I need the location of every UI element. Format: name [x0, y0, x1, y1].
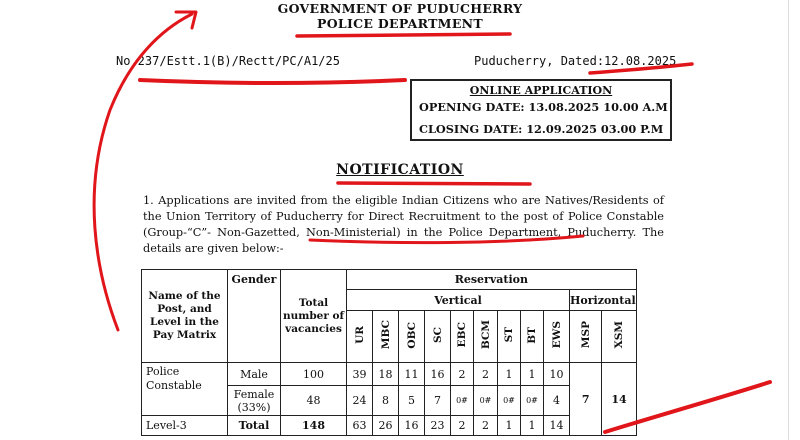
- value-cell: 18: [373, 363, 399, 386]
- gender-cell: Male: [228, 363, 281, 386]
- value-cell: 2: [474, 363, 498, 386]
- value-cell: 1: [521, 416, 544, 436]
- col-sc: SC: [425, 311, 451, 363]
- value-cell: 2: [474, 416, 498, 436]
- col-ur: UR: [347, 311, 373, 363]
- col-bcm: BCM: [474, 311, 498, 363]
- value-cell: 10: [544, 363, 570, 386]
- stroke-table-right: [605, 382, 770, 432]
- value-cell: 1: [498, 416, 521, 436]
- value-cell: 0#: [474, 386, 498, 416]
- value-cell: 26: [373, 416, 399, 436]
- underline-reference: [140, 80, 405, 83]
- value-cell: 4: [544, 386, 570, 416]
- value-cell: 39: [347, 363, 373, 386]
- underline-notification: [338, 183, 530, 184]
- gender-cell: Total: [228, 416, 281, 436]
- value-cell: 63: [347, 416, 373, 436]
- total-cell: 100: [281, 363, 347, 386]
- col-obc: OBC: [399, 311, 425, 363]
- value-cell: 23: [425, 416, 451, 436]
- value-cell: 8: [373, 386, 399, 416]
- header-total-vacancies: Total number of vacancies: [281, 270, 347, 363]
- header-government: GOVERNMENT OF PUDUCHERRY: [277, 1, 523, 16]
- value-cell: 5: [399, 386, 425, 416]
- col-bt: BT: [521, 311, 544, 363]
- value-cell: 2: [451, 363, 474, 386]
- opening-date: OPENING DATE: 13.08.2025 10.00 A.M: [419, 100, 668, 114]
- col-st: ST: [498, 311, 521, 363]
- gender-cell: Female (33%): [228, 386, 281, 416]
- value-cell: 2: [451, 416, 474, 436]
- value-cell: 0#: [498, 386, 521, 416]
- reference-number: No.237/Estt.1(B)/Rectt/PC/A1/25: [116, 54, 340, 68]
- value-cell: 14: [544, 416, 570, 436]
- value-cell: 24: [347, 386, 373, 416]
- notification-text: 1. Applications are invited from the eligible Indian Citizens who are Natives/Residents of the Union Territory of Puducherry for Direct Recruitment to the post of Police Constable (Group-“C”- Non-Gazetted, Non-Ministerial) in the Police Department, Puducherry. The details are given below:-: [143, 194, 664, 255]
- xsm-value: 14: [602, 363, 636, 436]
- col-ebc: EBC: [451, 311, 474, 363]
- notification-title: NOTIFICATION: [336, 162, 464, 178]
- col-ews: EWS: [544, 311, 570, 363]
- value-cell: 0#: [451, 386, 474, 416]
- value-cell: 16: [425, 363, 451, 386]
- msp-value: 7: [570, 363, 602, 436]
- header-horizontal: Horizontal: [570, 290, 637, 311]
- underline-group: [310, 236, 583, 243]
- col-msp: MSP: [570, 311, 602, 363]
- post-name-cell: Police Constable: [142, 363, 228, 416]
- header-department: POLICE DEPARTMENT: [317, 16, 483, 31]
- value-cell: 0#: [521, 386, 544, 416]
- value-cell: 11: [399, 363, 425, 386]
- header-reservation: Reservation: [347, 270, 637, 290]
- value-cell: 16: [399, 416, 425, 436]
- header-post-name: Name of the Post, and Level in the Pay Matrix: [142, 270, 228, 363]
- header-vertical: Vertical: [347, 290, 570, 311]
- col-mbc: MBC: [373, 311, 399, 363]
- value-cell: 1: [498, 363, 521, 386]
- value-cell: 7: [425, 386, 451, 416]
- arrow-curve: [94, 14, 192, 330]
- reference-date: Puducherry, Dated:12.08.2025: [474, 54, 677, 68]
- value-cell: 1: [521, 363, 544, 386]
- online-application-title: ONLINE APPLICATION: [469, 84, 613, 97]
- col-xsm: XSM: [602, 311, 636, 363]
- total-cell: 148: [281, 416, 347, 436]
- total-cell: 48: [281, 386, 347, 416]
- closing-date: CLOSING DATE: 12.09.2025 03.00 P.M: [419, 122, 664, 136]
- post-level-cell: Level-3: [142, 416, 228, 436]
- underline-date: [590, 64, 692, 73]
- header-gender: Gender: [228, 270, 281, 363]
- underline-department: [297, 34, 510, 36]
